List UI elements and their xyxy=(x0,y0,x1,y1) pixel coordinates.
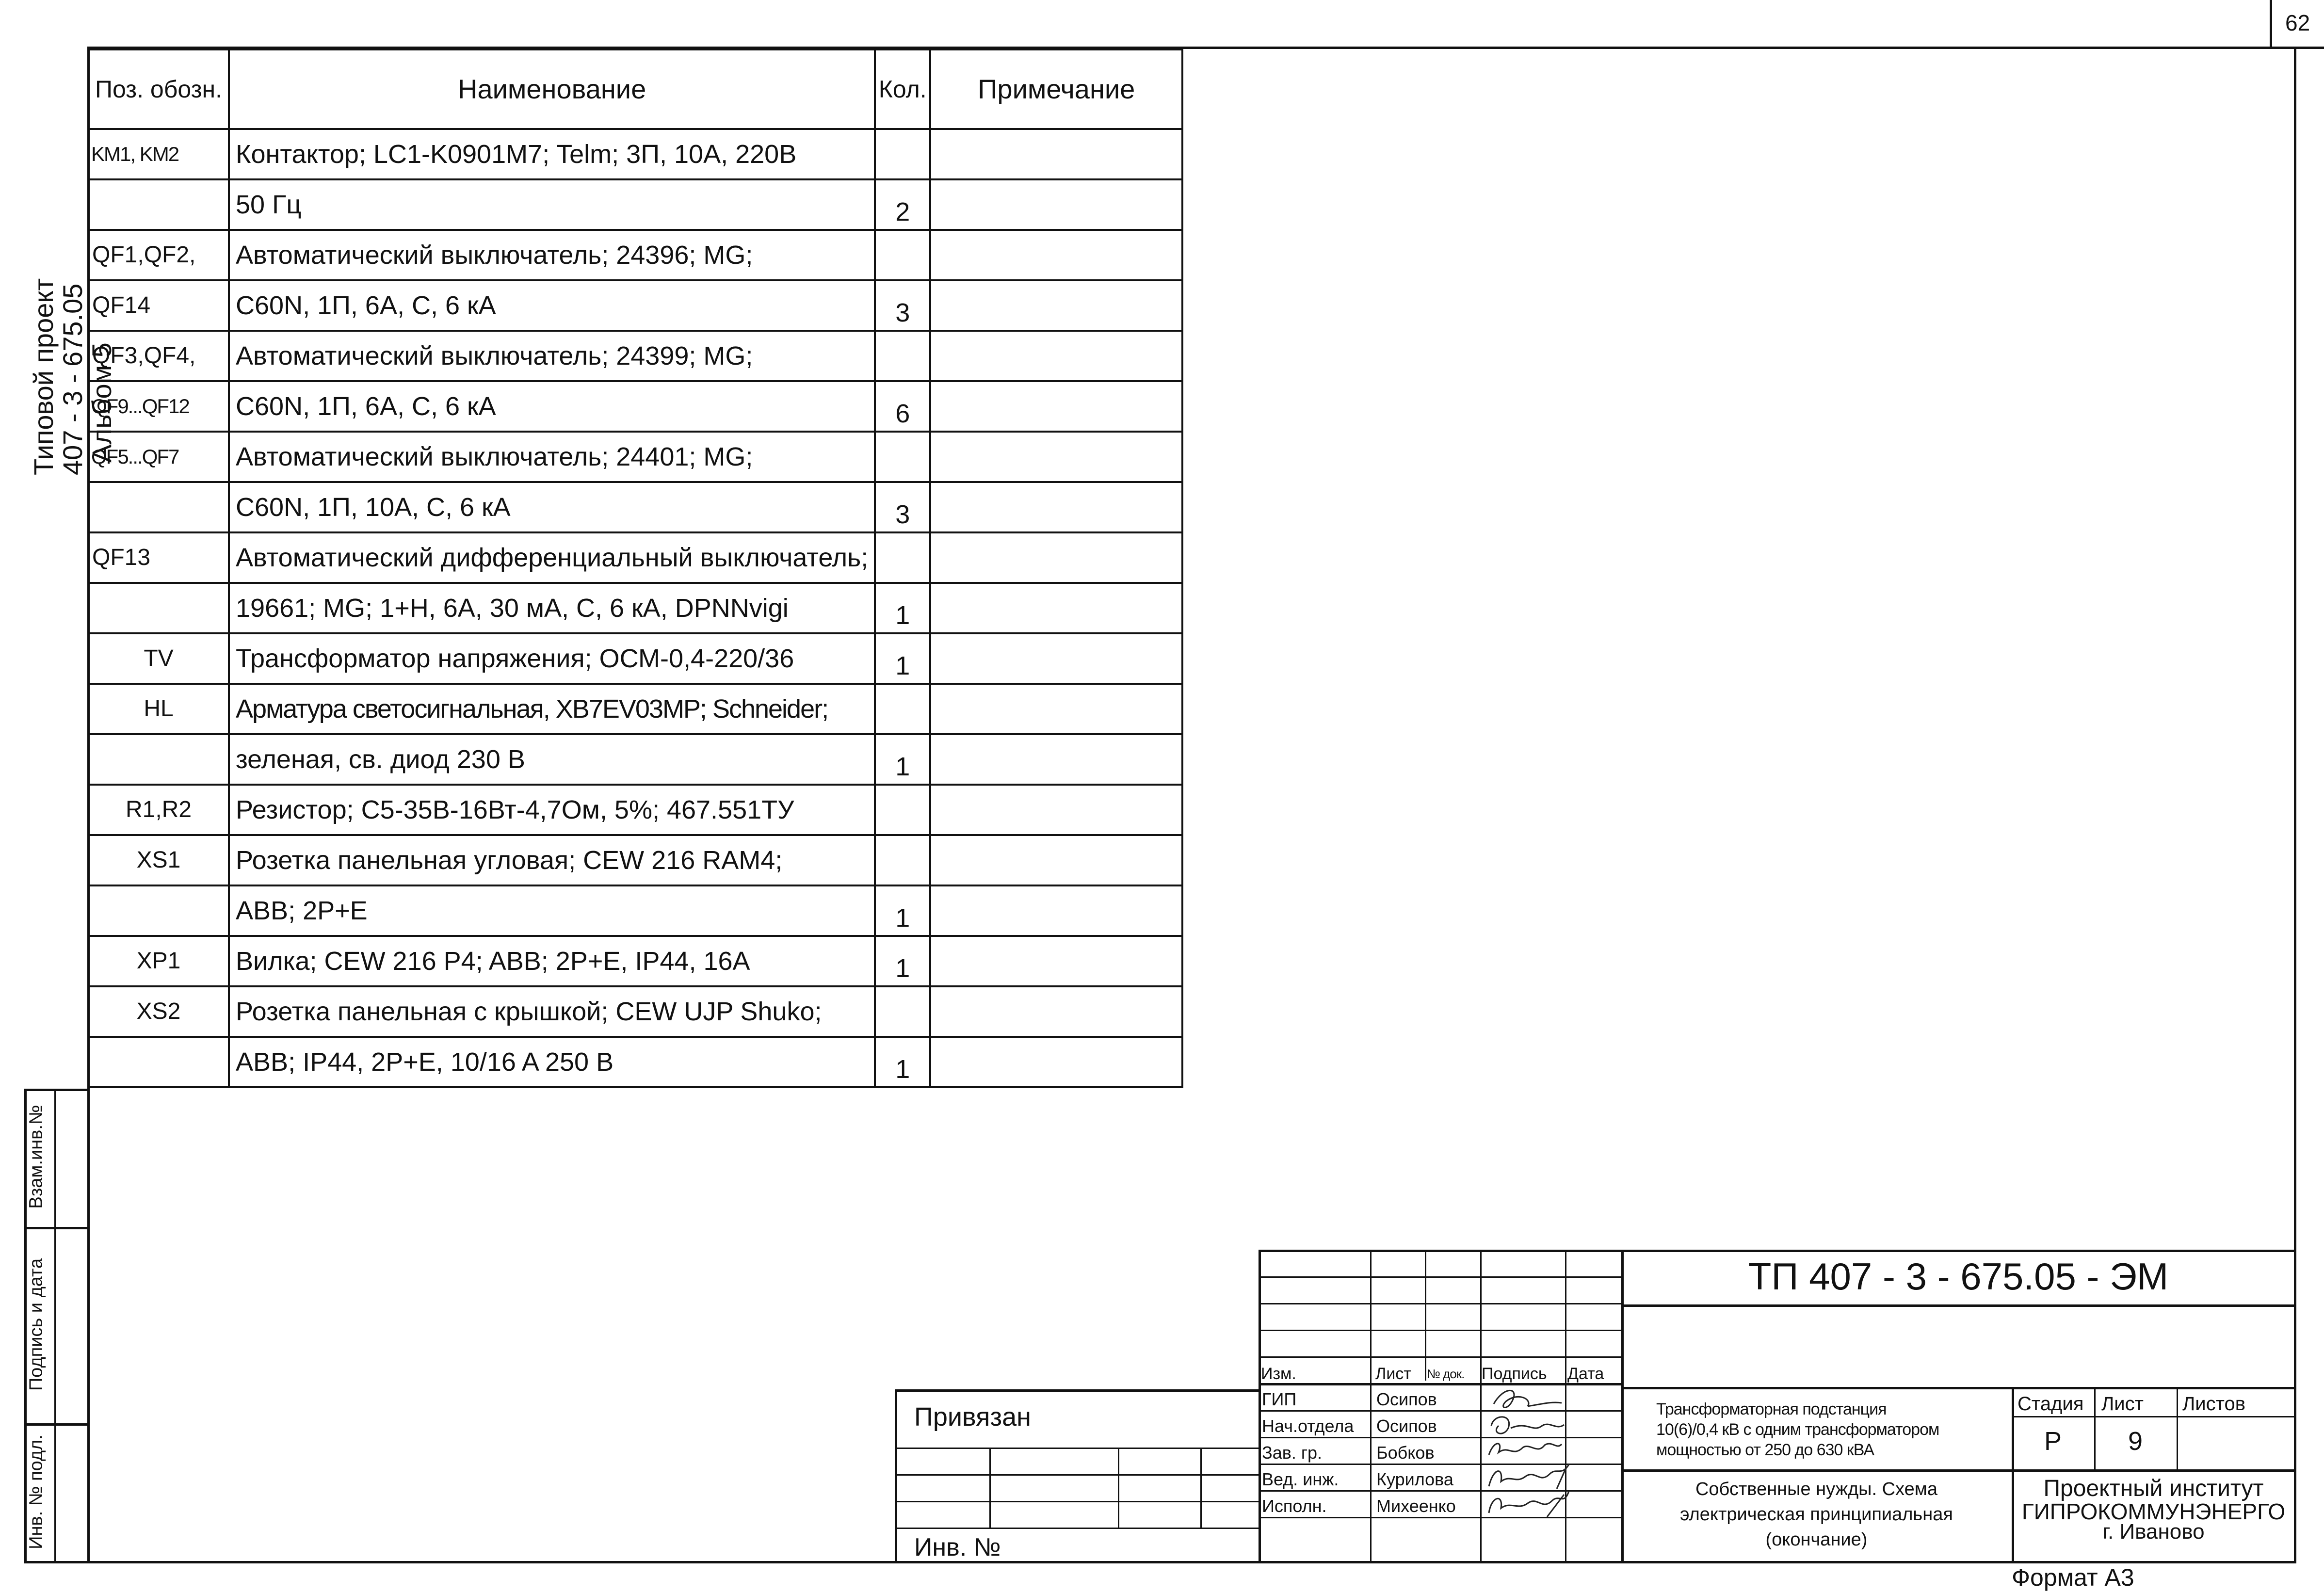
cell-name: Резистор; С5-35В-16Вт-4,7Ом, 5%; 467.551ТУ xyxy=(229,785,875,835)
cell-qty: 2 xyxy=(875,179,930,230)
table-row xyxy=(88,129,1182,179)
cell-name: Трансформатор напряжения; ОСМ-0,4-220/36 xyxy=(229,633,875,684)
cell-name: Розетка панельная с крышкой; CEW UJP Shuko; xyxy=(229,986,875,1037)
priv-col2 xyxy=(1118,1448,1119,1528)
cell-qty xyxy=(875,331,930,381)
cell-note xyxy=(930,129,1182,179)
table-row xyxy=(88,583,1182,633)
table-row xyxy=(88,936,1182,986)
cell-qty: 1 xyxy=(875,734,930,785)
cell-name: ABB; IP44, 2P+E, 10/16 A 250 B xyxy=(229,1037,875,1087)
role-label: ГИП xyxy=(1262,1389,1297,1409)
cell-pos xyxy=(88,885,229,936)
cell-pos: XS1 xyxy=(88,835,229,885)
tb-col-ndok xyxy=(1425,1250,1426,1381)
tb-row2 xyxy=(1259,1303,1622,1304)
cell-pos: QF3,QF4, xyxy=(88,331,229,381)
table-row xyxy=(88,785,1182,835)
side-project-line2: 407 - 3 - 675.05 xyxy=(57,283,88,475)
cell-note xyxy=(930,432,1182,482)
cell-note xyxy=(930,179,1182,230)
header-pos: Поз. обозн. xyxy=(88,49,229,129)
sheet-value: 9 xyxy=(2128,1427,2143,1456)
role-label: Зав. гр. xyxy=(1262,1443,1323,1463)
header-qty: Кол. xyxy=(875,49,930,129)
table-row xyxy=(88,684,1182,734)
side-project-line3: Альбом 5 xyxy=(86,342,117,463)
tb-stage-header-line xyxy=(2012,1416,2295,1417)
table-row xyxy=(88,331,1182,381)
priv-col3 xyxy=(1200,1448,1202,1528)
table-row xyxy=(88,432,1182,482)
page-number: 62 xyxy=(2285,10,2310,35)
role-label: Исполн. xyxy=(1262,1496,1327,1516)
table-row xyxy=(88,179,1182,230)
page-number-box-left xyxy=(2270,0,2272,48)
tb-code-bottom xyxy=(1621,1304,2295,1307)
cell-pos: QF5...QF7 xyxy=(88,432,229,482)
cell-note xyxy=(930,936,1182,986)
cell-pos xyxy=(88,583,229,633)
cell-note xyxy=(930,885,1182,936)
cell-pos: R1,R2 xyxy=(88,785,229,835)
signature-ved xyxy=(1484,1462,1571,1491)
tb-row5 xyxy=(1259,1383,1622,1385)
cell-name: 50 Гц xyxy=(229,179,875,230)
tb-info-mid xyxy=(1621,1469,2295,1472)
col-podpis: Подпись xyxy=(1482,1365,1547,1383)
cell-name: Автоматический выключатель; 24401; MG; xyxy=(229,432,875,482)
page-number-box-bottom xyxy=(2270,47,2324,49)
tb-col-list xyxy=(1370,1250,1372,1562)
cell-note xyxy=(930,835,1182,885)
priv-row4 xyxy=(895,1528,1259,1529)
cell-pos xyxy=(88,482,229,532)
tb-left-main xyxy=(1259,1250,1261,1562)
cell-pos: QF9...QF12 xyxy=(88,381,229,432)
cell-pos: TV xyxy=(88,633,229,684)
cell-note xyxy=(930,482,1182,532)
col-data: Дата xyxy=(1567,1365,1604,1383)
side-stamp-inv-podl: Инв. № подл. xyxy=(26,1434,47,1549)
cell-pos xyxy=(88,734,229,785)
col-izm: Изм. xyxy=(1261,1365,1296,1383)
role-person: Осипов xyxy=(1376,1389,1437,1409)
cell-name: Автоматический выключатель; 24396; MG; xyxy=(229,230,875,280)
cell-qty: 1 xyxy=(875,885,930,936)
privyazan-label: Привязан xyxy=(914,1402,1031,1432)
table-row xyxy=(88,734,1182,785)
cell-name: Автоматический дифференциальный выключатель; xyxy=(229,532,875,583)
priv-col1 xyxy=(989,1448,991,1528)
tb-col-sheets xyxy=(2177,1387,2178,1469)
priv-top xyxy=(895,1389,1259,1392)
cell-name: C60N, 1П, 6А, С, 6 кА xyxy=(229,381,875,432)
object-title xyxy=(1656,1399,1939,1460)
cell-qty: 6 xyxy=(875,381,930,432)
table-row xyxy=(88,381,1182,432)
cell-name: Контактор; LC1-K0901M7; Telm; 3П, 10А, 220В xyxy=(229,129,875,179)
tb-row6 xyxy=(1259,1410,1622,1412)
tb-row1 xyxy=(1259,1276,1622,1278)
cell-name: Арматура светосигнальная, XB7EV03MP; Schneider; xyxy=(229,684,875,734)
cell-pos xyxy=(88,1037,229,1087)
col-ndok: № док. xyxy=(1427,1367,1465,1381)
role-label: Вед. инж. xyxy=(1262,1469,1339,1489)
cell-note xyxy=(930,986,1182,1037)
object-title-line2: 10(6)/0,4 кВ с одним трансформатором xyxy=(1656,1420,1939,1439)
tb-row7 xyxy=(1259,1437,1622,1438)
side-stamp-sep2 xyxy=(24,1423,88,1426)
side-project-line1: Типовой проект xyxy=(28,278,59,475)
cell-note xyxy=(930,230,1182,280)
tb-top xyxy=(1259,1250,2295,1252)
col-list: Лист xyxy=(1375,1365,1411,1383)
priv-left xyxy=(895,1389,897,1562)
signature-zav xyxy=(1484,1435,1566,1464)
cell-qty: 3 xyxy=(875,280,930,331)
frame-bottom xyxy=(24,1561,2296,1563)
cell-name: Розетка панельная угловая; CEW 216 RAM4; xyxy=(229,835,875,885)
side-stamp-podpis: Подпись и дата xyxy=(26,1258,47,1391)
role-person: Осипов xyxy=(1376,1416,1437,1436)
table-row xyxy=(88,1037,1182,1087)
header-name: Наименование xyxy=(229,49,875,129)
list-label: Лист xyxy=(2101,1393,2144,1415)
cell-name: Вилка; CEW 216 P4; ABB; 2P+E, IP44, 16A xyxy=(229,936,875,986)
role-label: Нач.отдела xyxy=(1262,1416,1354,1436)
sheet-title-line3: (окончание) xyxy=(1765,1529,1868,1550)
tb-row4 xyxy=(1259,1356,1622,1358)
cell-note xyxy=(930,785,1182,835)
cell-note xyxy=(930,734,1182,785)
cell-pos: QF14 xyxy=(88,280,229,331)
object-title-line3: мощностью от 250 до 630 кВА xyxy=(1656,1441,1874,1459)
role-person: Бобков xyxy=(1376,1443,1435,1463)
signature-ispoln xyxy=(1484,1489,1571,1518)
table-row xyxy=(88,532,1182,583)
cell-name: 19661; MG; 1+Н, 6А, 30 мА, С, 6 кА, DPNNvigi xyxy=(229,583,875,633)
signature-gip xyxy=(1484,1384,1566,1414)
table-row xyxy=(88,280,1182,331)
cell-name: C60N, 1П, 6А, С, 6 кА xyxy=(229,280,875,331)
cell-pos: QF13 xyxy=(88,532,229,583)
table-row xyxy=(88,986,1182,1037)
stage-value: Р xyxy=(2044,1427,2062,1456)
cell-qty: 1 xyxy=(875,633,930,684)
role-person: Курилова xyxy=(1376,1469,1453,1489)
cell-qty xyxy=(875,432,930,482)
sheet-title-line1: Собственные нужды. Схема xyxy=(1695,1479,1938,1499)
side-stamp-vzam: Взам.инв.№ xyxy=(26,1105,47,1209)
cell-qty: 1 xyxy=(875,936,930,986)
priv-row2 xyxy=(895,1474,1259,1476)
stage-label: Стадия xyxy=(2017,1393,2084,1415)
cell-note xyxy=(930,684,1182,734)
tb-col-podpis xyxy=(1480,1250,1482,1562)
cell-qty: 3 xyxy=(875,482,930,532)
priv-row3 xyxy=(895,1501,1259,1502)
spec-table xyxy=(87,48,1183,1088)
sheet-title xyxy=(1621,1477,2012,1552)
cell-pos: XS2 xyxy=(88,986,229,1037)
header-note: Примечание xyxy=(930,49,1182,129)
side-stamp-sep1 xyxy=(24,1227,88,1229)
cell-qty xyxy=(875,835,930,885)
table-row xyxy=(88,482,1182,532)
cell-note xyxy=(930,1037,1182,1087)
cell-note xyxy=(930,280,1182,331)
table-row xyxy=(88,885,1182,936)
cell-name: C60N, 1П, 10А, С, 6 кА xyxy=(229,482,875,532)
org-line3: г. Иваново xyxy=(2102,1520,2205,1544)
frame-right xyxy=(2294,47,2296,1563)
sheet-title-line2: электрическая принципиальная xyxy=(1680,1504,1953,1525)
side-stamp-top xyxy=(24,1089,88,1091)
org-line2: ГИПРОКОММУНЭНЕРГО xyxy=(2021,1499,2286,1524)
cell-name: зеленая, св. диод 230 В xyxy=(229,734,875,785)
role-person: Михеенко xyxy=(1376,1496,1456,1516)
tb-row3 xyxy=(1259,1330,1622,1331)
cell-qty xyxy=(875,129,930,179)
cell-qty xyxy=(875,684,930,734)
cell-note xyxy=(930,532,1182,583)
cell-qty: 1 xyxy=(875,1037,930,1087)
object-title-line1: Трансформаторная подстанция xyxy=(1656,1400,1887,1418)
cell-pos: KM1, KM2 xyxy=(88,129,229,179)
table-row xyxy=(88,230,1182,280)
cell-name: ABB; 2P+E xyxy=(229,885,875,936)
table-row xyxy=(88,633,1182,684)
format-label: Формат А3 xyxy=(2012,1564,2134,1591)
cell-pos: XP1 xyxy=(88,936,229,986)
cell-note xyxy=(930,381,1182,432)
spec-table-header xyxy=(88,49,1182,129)
cell-pos: HL xyxy=(88,684,229,734)
doc-code: ТП 407 - 3 - 675.05 - ЭМ xyxy=(1748,1255,2169,1298)
cell-note xyxy=(930,331,1182,381)
listov-label: Листов xyxy=(2182,1393,2245,1415)
cell-qty xyxy=(875,532,930,583)
cell-note xyxy=(930,633,1182,684)
org-block xyxy=(2012,1477,2295,1542)
cell-qty xyxy=(875,785,930,835)
cell-note xyxy=(930,583,1182,633)
cell-pos xyxy=(88,179,229,230)
cell-pos: QF1,QF2, xyxy=(88,230,229,280)
cell-qty xyxy=(875,230,930,280)
priv-row1 xyxy=(895,1448,1259,1449)
org-line1: Проектный институт xyxy=(2043,1476,2264,1501)
cell-name: Автоматический выключатель; 24399; MG; xyxy=(229,331,875,381)
tb-info-top xyxy=(1621,1387,2295,1389)
cell-qty: 1 xyxy=(875,583,930,633)
side-stamp-divider xyxy=(54,1089,56,1562)
inv-no-label: Инв. № xyxy=(914,1533,1001,1561)
cell-qty xyxy=(875,986,930,1037)
table-row xyxy=(88,835,1182,885)
